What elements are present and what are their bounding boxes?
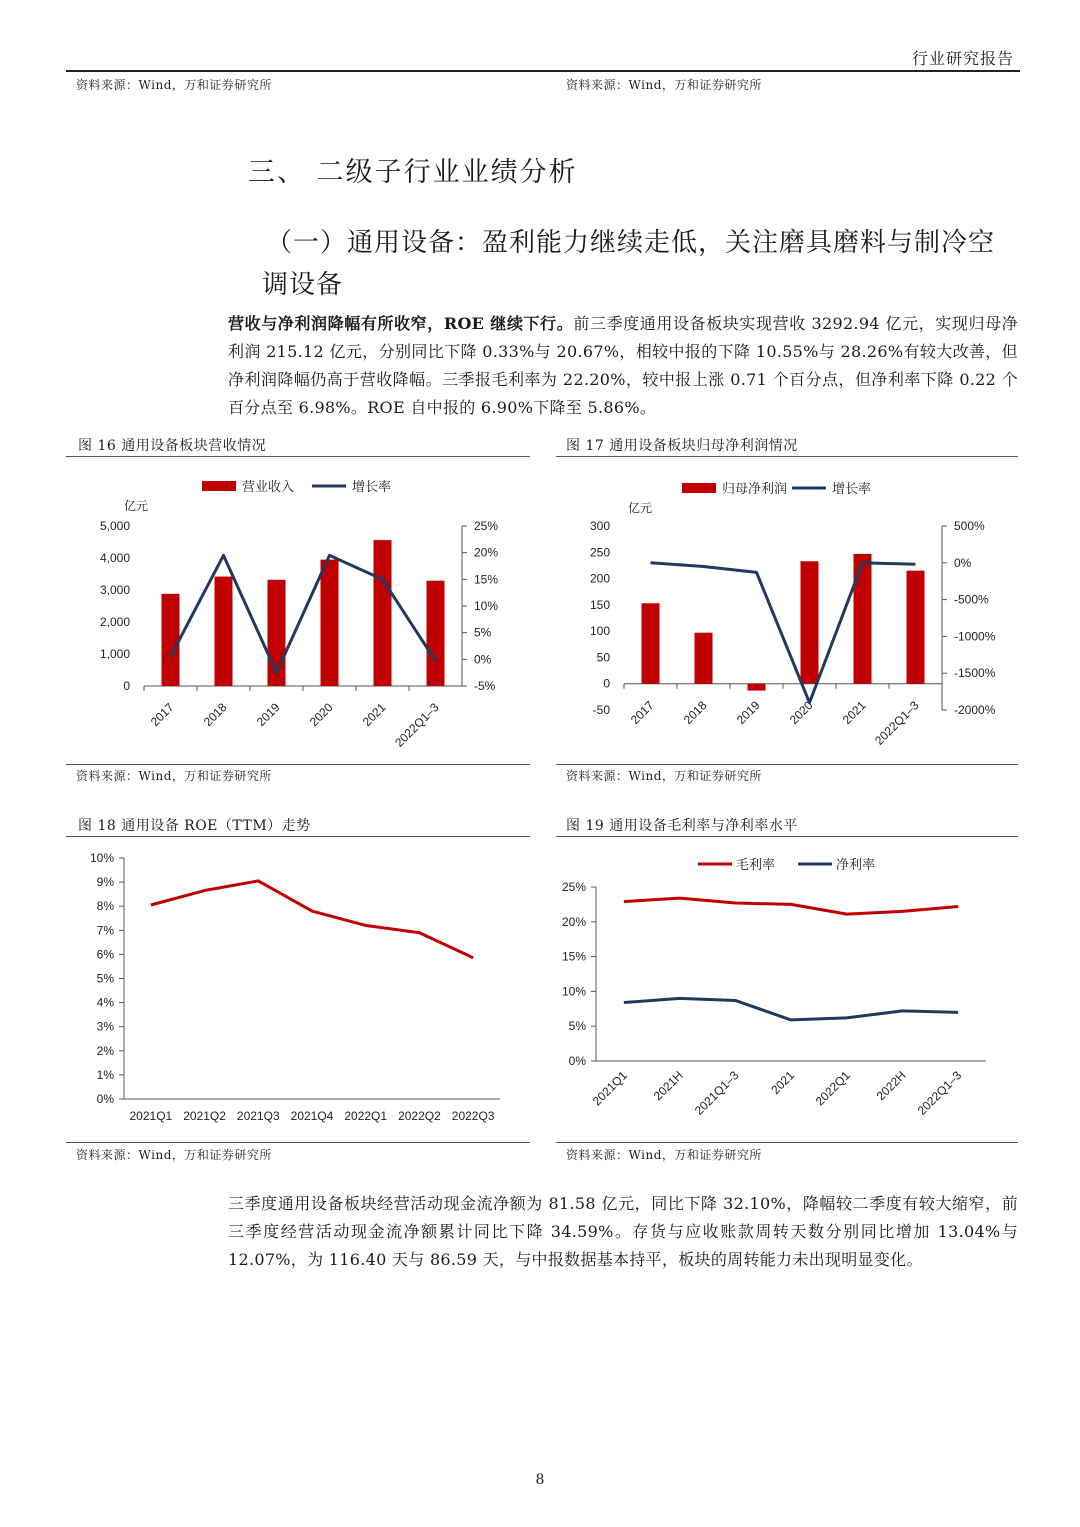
legend-bar-swatch [202,481,236,491]
bar-2019 [748,684,766,691]
left-tick-label: 3,000 [99,583,130,597]
paragraph-1-lead: 营收与净利润降幅有所收窄，ROE 继续下行。 [228,314,574,333]
y-tick-label: 20% [561,914,586,929]
left-tick-label: 200 [589,571,610,586]
legend-line-label: 增长率 [832,481,872,496]
fig16-bottom-rule [66,764,530,765]
fig16-svg [66,462,530,762]
legend-bar-label: 归母净利润 [722,481,788,496]
fig19-svg [556,840,1018,1140]
bar-2017 [642,603,660,683]
x-tick-label: 2021Q3 [236,1109,280,1123]
x-tick-label: 2018 [200,700,230,730]
left-tick-label: 1,000 [99,647,130,661]
legend-label: 毛利率 [736,857,776,872]
fig19-chart [556,840,1018,1140]
y-tick-label: 3% [96,1019,114,1034]
x-tick-label: 2020 [786,698,816,728]
right-tick-label: -500% [954,592,989,607]
right-tick-label: -1500% [954,666,996,681]
x-tick-label: 2019 [733,698,763,728]
left-tick-label: 4,000 [99,551,130,565]
fig16-chart [66,462,530,762]
y-tick-label: 10% [89,851,114,865]
right-tick-label: 500% [954,519,985,533]
x-tick-label: 2021Q1 [129,1109,173,1123]
left-tick-label: 300 [589,519,610,533]
growth-rate-line [651,563,916,703]
fig18-title: 图 18 通用设备 ROE（TTM）走势 [78,818,311,834]
y-tick-label: 6% [96,947,114,962]
legend-bar-label: 营业收入 [242,479,295,494]
y-tick-label: 2% [96,1043,114,1058]
right-tick-label: 5% [474,625,492,640]
x-tick-label: 2017 [627,698,657,728]
growth-rate-line [171,555,436,672]
legend-bar-swatch [682,483,716,493]
page-number: 8 [535,1472,545,1488]
x-tick-label: 2020 [306,700,336,730]
fig16-title: 图 16 通用设备板块营收情况 [78,438,267,454]
left-tick-label: 0 [603,676,610,691]
x-tick-label: 2021H [650,1068,686,1104]
x-tick-label: 2022Q1–3 [914,1068,965,1118]
fig16-top-rule [66,456,530,457]
fig16-source: 资料来源：Wind，万和证券研究所 [76,769,272,783]
paragraph-2: 三季度通用设备板块经营活动现金流净额为 81.58 亿元，同比下降 32.10%，降幅较二季度有较大缩窄，前三季度经营活动现金流净额累计同比下降 34.59%。存货与应收账款周转天数分别同比增加 13.04%与 12.07%，为 116.40 天与 86.59 天，与中报数据基本持平，板块的周转能力未出现明显变化。 [228,1194,1018,1269]
x-tick-label: 2021Q2 [183,1109,226,1123]
bar-2021 [374,540,392,686]
paragraph-1-body: 前三季度通用设备板块实现营收 3292.94 亿元，实现归母净利润 215.12 亿元，分别同比下降 0.33%与 20.67%，相较中报的下降 10.55%与 28.26%有较大改善，但净利润降幅仍高于营收降幅。三季报毛利率为 22.20%，较中报上涨 0.71 个百分点，但净利率下降 0.22 个百分点至 6.98%。ROE 自中报的 6.90%下降至 5.86%。 [228,314,1018,417]
y-tick-label: 5% [568,1019,586,1034]
bar-2020 [801,561,819,683]
y-tick-label: 1% [96,1067,114,1082]
series-line-净利率 [624,998,958,1020]
x-tick-label: 2021Q1–3 [691,1068,742,1118]
y-tick-label: 4% [96,995,114,1010]
right-tick-label: 10% [474,599,499,613]
right-tick-label: -1000% [954,629,996,644]
bar-2018 [695,633,713,684]
left-tick-label: 5,000 [99,519,130,533]
x-tick-label: 2022Q2 [398,1109,441,1123]
y-tick-label: 0% [568,1054,586,1068]
bar-2022Q1-3 [907,571,925,684]
x-tick-label: 2022Q1 [812,1068,853,1109]
left-tick-label: 50 [596,650,610,665]
legend-line-label: 增长率 [352,479,392,494]
fig19-bottom-rule [556,1142,1018,1143]
right-tick-label: 0% [954,555,972,570]
fig17-title: 图 17 通用设备板块归母净利润情况 [566,438,798,454]
header-title: 行业研究报告 [911,49,1014,68]
subsection-heading-line2: 调设备 [262,270,344,300]
right-tick-label: -2000% [954,703,996,717]
y-tick-label: 8% [96,899,114,914]
subsection-heading [262,222,1026,306]
bar-2020 [321,560,339,686]
x-tick-label: 2021 [839,698,869,728]
x-tick-label: 2019 [253,700,283,730]
series-line-毛利率 [624,898,958,914]
fig18-source: 资料来源：Wind，万和证券研究所 [76,1148,272,1162]
y-tick-label: 10% [561,984,586,999]
header-rule [66,70,1020,72]
series-line-ROE(TTM) [151,881,473,958]
fig17-bottom-rule [556,764,1018,765]
subsection-heading-line1: （一）通用设备：盈利能力继续走低，关注磨具磨料与制冷空 [266,228,996,258]
y-tick-label: 9% [96,875,114,890]
x-tick-label: 2022Q1–3 [872,698,922,748]
bar-2017 [162,594,180,686]
bar-2022Q1-3 [427,581,445,686]
unit-label: 亿元 [124,499,149,513]
y-tick-label: 25% [561,880,586,894]
x-tick-label: 2021 [768,1068,798,1098]
top-source-right: 资料来源：Wind，万和证券研究所 [566,78,762,92]
right-tick-label: 20% [474,545,499,560]
fig18-top-rule [66,836,530,837]
x-tick-label: 2021Q1 [589,1068,630,1109]
left-tick-label: 250 [589,545,610,560]
x-tick-label: 2022Q3 [451,1109,495,1123]
left-tick-label: -50 [592,703,610,717]
fig17-top-rule [556,456,1018,457]
right-tick-label: 25% [474,519,499,533]
bar-2021 [854,554,872,684]
y-tick-label: 5% [96,971,114,986]
fig17-chart [556,462,1018,762]
left-tick-label: 100 [589,624,610,639]
fig18-svg [66,840,530,1140]
fig18-bottom-rule [66,1142,530,1143]
x-tick-label: 2022Q1–3 [392,700,442,750]
left-tick-label: 150 [589,597,610,612]
paragraph-1 [228,310,1018,422]
legend-label: 净利率 [836,857,876,872]
section-heading: 三、 二级子行业业绩分析 [248,157,578,188]
left-tick-label: 0 [123,679,130,693]
unit-label: 亿元 [628,501,653,515]
fig17-source: 资料来源：Wind，万和证券研究所 [566,769,762,783]
x-tick-label: 2021Q4 [290,1109,334,1123]
y-tick-label: 15% [561,949,586,964]
fig18-chart [66,840,530,1140]
bar-2018 [215,577,233,686]
x-tick-label: 2022Q1 [344,1109,388,1123]
fig19-top-rule [556,836,1018,837]
top-source-left: 资料来源：Wind，万和证券研究所 [76,78,272,92]
right-tick-label: -5% [474,679,496,693]
x-tick-label: 2022H [873,1068,909,1104]
x-tick-label: 2017 [147,700,177,730]
y-tick-label: 0% [96,1092,114,1106]
right-tick-label: 15% [474,572,499,587]
x-tick-label: 2021 [359,700,389,730]
fig19-source: 资料来源：Wind，万和证券研究所 [566,1148,762,1162]
fig17-svg [556,462,1018,762]
fig19-title: 图 19 通用设备毛利率与净利率水平 [566,818,798,834]
x-tick-label: 2018 [680,698,710,728]
left-tick-label: 2,000 [99,615,130,629]
y-tick-label: 7% [96,923,114,938]
right-tick-label: 0% [474,652,492,667]
